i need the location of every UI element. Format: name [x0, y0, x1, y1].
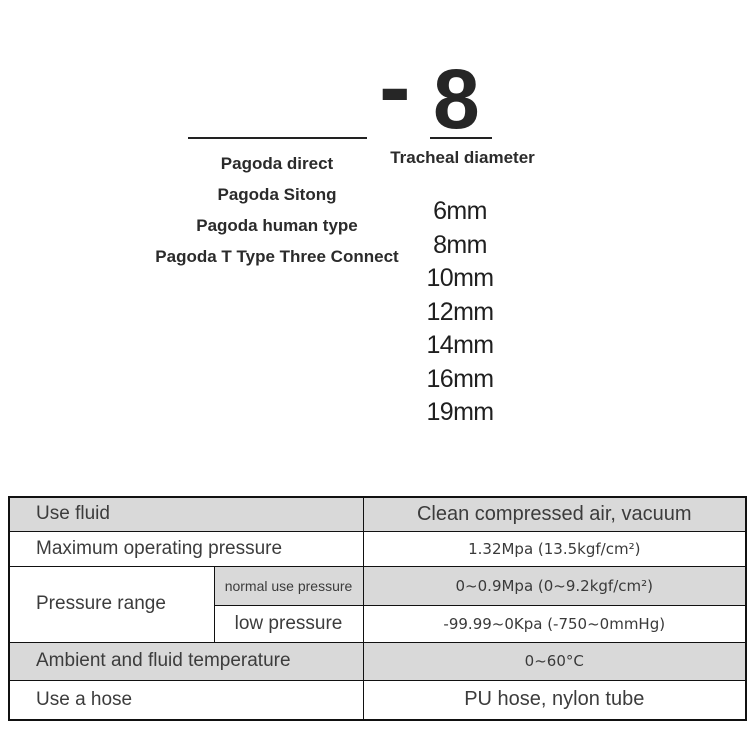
spec-value-normal-pressure: 0~0.9Mpa (0~9.2kgf/cm²) [363, 566, 746, 605]
spec-row-normal-pressure [9, 566, 746, 605]
pagoda-type-list [127, 148, 427, 272]
spec-value-max-pressure: 1.32Mpa (13.5kgf/cm²) [363, 531, 746, 566]
spec-value-hose: PU hose, nylon tube [363, 680, 746, 720]
diameter-item: 12mm [426, 297, 494, 326]
pagoda-type-item: Pagoda direct [220, 154, 334, 173]
spec-row-max-pressure [9, 531, 746, 566]
diameter-item: 16mm [426, 364, 494, 393]
diameter-item: 8mm [433, 230, 487, 259]
spec-value-temperature: 0~60°C [363, 642, 746, 680]
spec-sublabel-normal-pressure: normal use pressure [214, 566, 363, 605]
pagoda-type-item: Pagoda Sitong [217, 185, 337, 204]
spec-label-pressure-range: Pressure range [9, 566, 214, 642]
spec-value-low-pressure: -99.99~0Kpa (-750~0mmHg) [363, 605, 746, 642]
spec-row-use-fluid [9, 497, 746, 531]
size-code-underline [430, 137, 492, 139]
spec-label-temperature: Ambient and fluid temperature [9, 642, 363, 680]
diameter-item: 6mm [433, 197, 487, 225]
spec-label-hose: Use a hose [9, 680, 363, 720]
diameter-item: 10mm [426, 264, 494, 292]
size-code-dash: - [379, 34, 411, 140]
diameter-item: 14mm [426, 331, 494, 359]
pagoda-type-item: Pagoda human type [196, 216, 358, 235]
diameter-list [385, 195, 535, 430]
diameter-item: 19mm [426, 398, 494, 426]
spec-label-use-fluid: Use fluid [9, 497, 363, 531]
spec-row-hose [9, 680, 746, 720]
diameter-heading: Tracheal diameter [390, 148, 535, 167]
pagoda-type-item: Pagoda T Type Three Connect [155, 247, 399, 266]
type-list-underline [188, 137, 367, 139]
spec-label-max-pressure: Maximum operating pressure [9, 531, 363, 566]
spec-row-temperature [9, 642, 746, 680]
spec-value-use-fluid: Clean compressed air, vacuum [363, 497, 746, 531]
size-code: 8 [433, 52, 480, 146]
spec-sublabel-low-pressure: low pressure [214, 605, 363, 642]
spec-table [8, 496, 747, 721]
